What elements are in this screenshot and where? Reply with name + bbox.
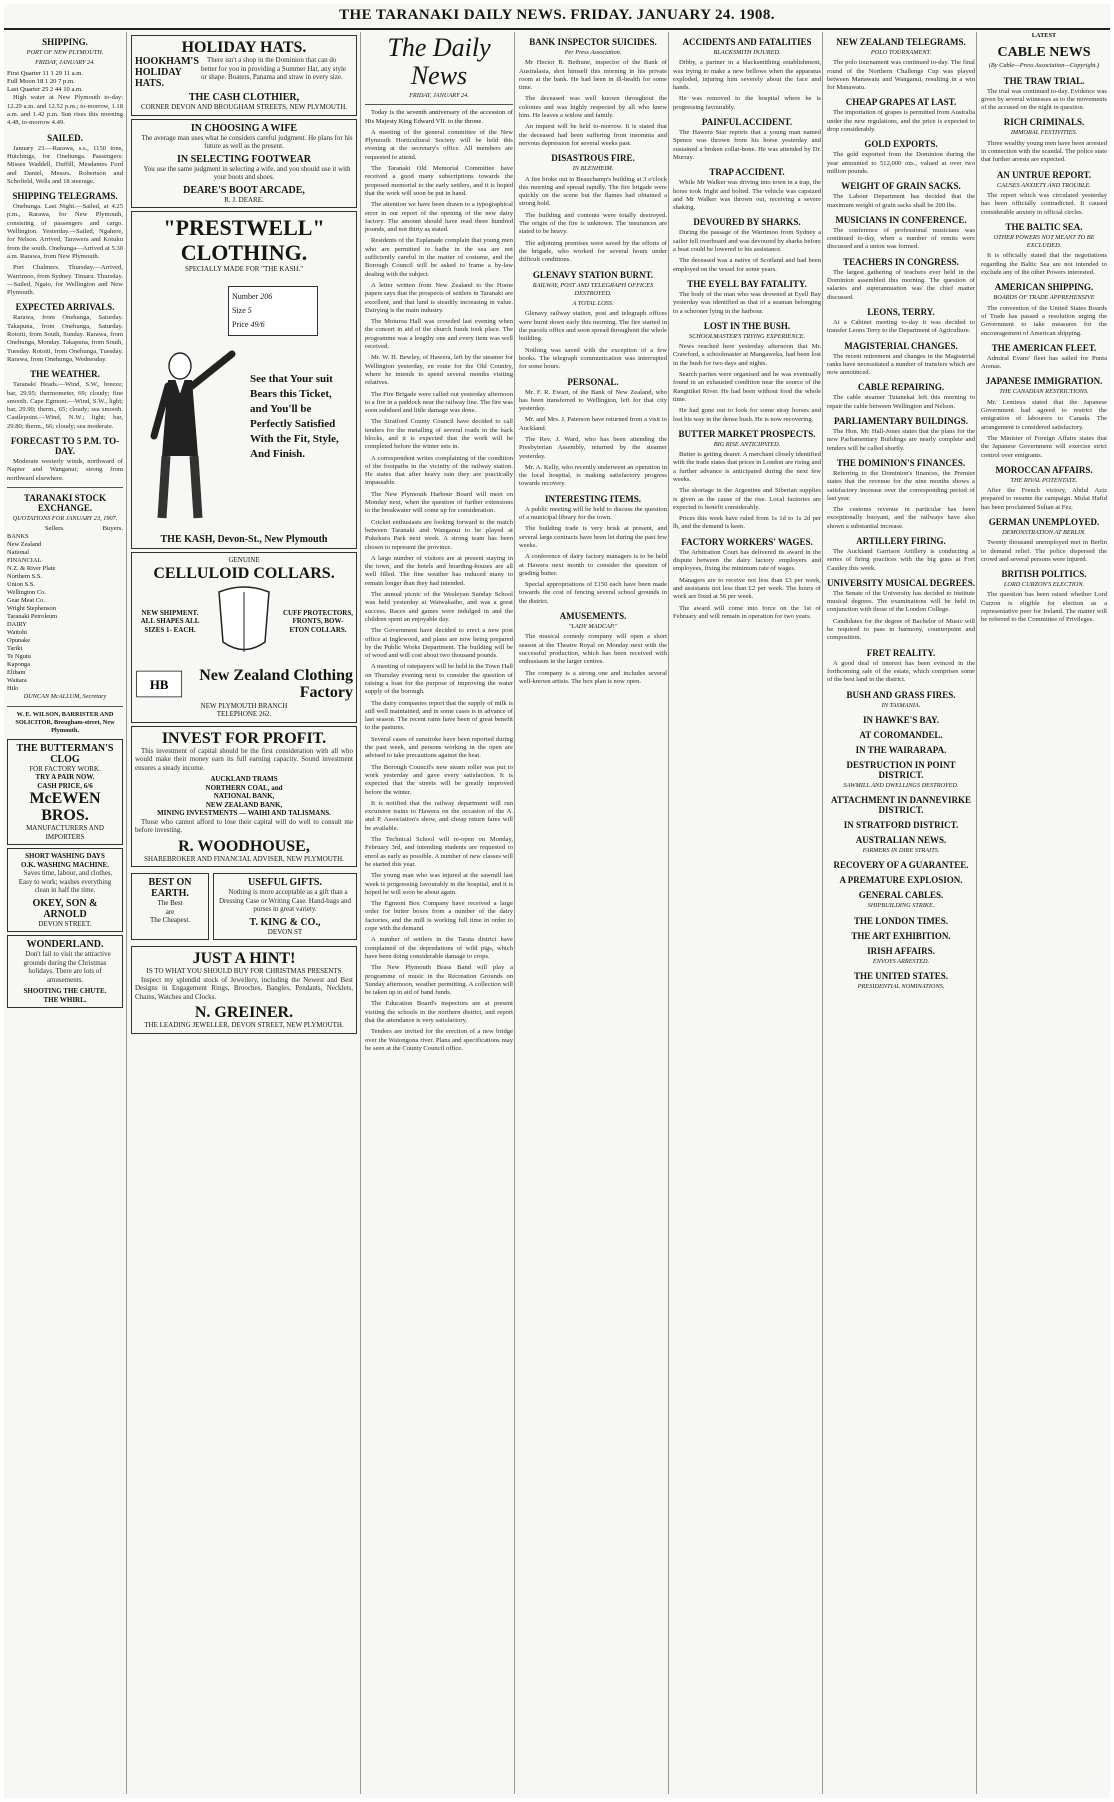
- h-interesting: INTERESTING ITEMS.: [544, 493, 642, 504]
- h-british-politics: BRITISH POLITICS.: [1001, 569, 1087, 580]
- stock-row: FINANCIAL: [7, 557, 42, 565]
- cash-clothier: THE CASH CLOTHIER,: [188, 92, 300, 103]
- hint-title: JUST A HINT!: [192, 950, 296, 967]
- moon-row: Full Moon 18 1 20 7 p.m.: [7, 77, 75, 85]
- useful-title: USEFUL GIFTS.: [248, 877, 322, 888]
- h-glenavy: GLENAVY STATION BURNT.: [532, 269, 654, 280]
- h-factory-wages: FACTORY WORKERS' WAGES.: [681, 536, 813, 547]
- h-traw-trial: THE TRAW TRIAL.: [1003, 75, 1085, 86]
- invest-ad: INVEST FOR PROFIT. This investment of capital should be the first consideration with all who would make their money earn its full earning capacity. Sound investment ensures a steady income. AUCKLAND TRAMS NORTHERN COAL, and NATIONAL BANK, NEW ZEALAND BANK, MINING INVESTMENTS — WAIHI AND TALISMANS. Those who cannot afford to lose their capital will do well to consult me before investing. R. WOODHOUSE, SHAREBROKER AND FINANCIAL ADVISER, NEW PLYMOUTH.: [131, 726, 357, 868]
- ticket-value: 49/6: [250, 320, 265, 329]
- sub-berlin: DEMONSTRATION AT BERLIN.: [1002, 528, 1086, 536]
- wife-heading: IN CHOOSING A WIFE: [190, 122, 298, 134]
- price-ticket: [228, 286, 318, 336]
- h-artillery: ARTILLERY FIRING.: [856, 535, 946, 546]
- sub-blacksmith: BLACKSMITH INJURED.: [713, 49, 781, 56]
- column-advertisements: [126, 32, 361, 1794]
- hint-ad: JUST A HINT! IS TO WHAT YOU SHOULD BUY FOR CHRISTMAS PRESENTS Inspect my splendid stock of Jewellery, including the Newest and Best Designs in Engagement Rings, Brooches, Bangles, Pendants, Necklets, Chains, Watches and Clocks. N. GREINER. THE LEADING JEWELLER, DEVON STREET, NEW PLYMOUTH.: [131, 946, 357, 1034]
- moon-row: First Quarter 11 1 29 11 a.m.: [7, 69, 84, 77]
- clog-title: THE BUTTERMAN'S CLOG: [16, 742, 114, 765]
- cable-h7: IN STRATFORD DISTRICT.: [843, 820, 959, 831]
- clog-line: FOR FACTORY WORK.: [29, 764, 101, 773]
- cable-h14-sub: ENVOYS ARRESTED.: [872, 957, 930, 965]
- best-line: BEST ON: [148, 877, 192, 888]
- cable-h5-sub: SAWMILL AND DWELLINGS DESTROYED.: [843, 781, 959, 789]
- woodhouse-sub: SHAREBROKER AND FINANCIAL ADVISER, NEW PLYMOUTH.: [144, 854, 344, 863]
- okey-firm: OKEY, SON & ARNOLD: [32, 897, 98, 920]
- h-untrue-report: AN UNTRUE REPORT.: [996, 169, 1092, 180]
- stock-row: Union S.S.: [7, 581, 35, 589]
- stock-col-sellers: Sellers.: [45, 525, 65, 533]
- sub-schoolmaster: SCHOOLMASTER'S TRYING EXPERIENCE.: [688, 332, 806, 340]
- editorial-lead: Today is the seventh anniversary of the accession of His Majesty King Edward VII. to the throne.: [365, 109, 513, 125]
- sub-big-rise: BIG RISE ANTICIPATED.: [713, 440, 781, 448]
- date-line: FRIDAY, JANUARY 24.: [35, 59, 95, 67]
- h-rich-criminals: RICH CRIMINALS.: [1003, 117, 1085, 128]
- h-musicians: MUSICIANS IN CONFERENCE.: [835, 214, 967, 225]
- editorial-body: A meeting of the general committee of the New Plymouth Horticultural Society will be held this evening at the secretary's office. All members are requested to attend. The Taranaki Old Memorial Committee have received a good many subscriptions towards the proposed memorial to the early settlers, and it is hoped that the work will soon be put in hand. The attention we have been drawn to a typographical error in our report of the opening of the new dairy factory. The amount should have read three hundred pounds, and not thirty as stated. Residents of the Esplanade complain that young men who are permitted to bathe in the sea are not sufficiently careful in the matter of costume, and the Borough Council will be asked to frame a by-law dealing with the subject. A letter written from New Zealand to the Home papers says that the prospects of settlers in Taranaki are excellent, and that land is steadily increasing in value. Dairying is the main industry. The Moturoa Hall was crowded last evening when the concert in aid of the church funds took place. The programme was a lengthy one and every item was well received. Mr. W. H. Bewley, of Hawera, left by the steamer for Wellington yesterday, en route for the Old Country, where he intends to spend several months visiting relatives. The Fire Brigade were called out yesterday afternoon to a fire in a paddock near the railway line. The fire was soon subdued and little damage was done. The Stratford County Council have decided to call tenders for the metalling of several roads in the back blocks, and it is expected that the work will be completed before the winter sets in. A correspondent writes complaining of the condition of the footpaths in the vicinity of the railway station. He states that after heavy rain they are practically impassable. The New Plymouth Harbour Board will meet on Monday next, when the question of further extensions to the breakwater will come up for consideration. Cricket enthusiasts are looking forward to the match between Taranaki and Wanganui to be played at Pukekura Park next week. A strong team has been chosen to represent the province. A large number of visitors are at present staying in the town, and the hotels and boarding-houses are all well filled. The fine weather has induced many to remain longer than they had intended. The annual picnic of the Wesleyan Sunday School was held yesterday at Waiwakaiho, and was a great success. Races and games were indulged in and the children spent an enjoyable day. The Government have decided to erect a new post office at Inglewood, and plans are now being prepared by the Public Works Department. The building will be of wood and will cost about two thousand pounds. A meeting of ratepayers will be held in the Town Hall on Thursday evening next to consider the question of raising a loan for the purpose of improving the water supply of the borough. The dairy companies report that the supply of milk is still well maintained, and in some cases is in advance of last season. The recent rains have been of great benefit to the pastures. Several cases of sunstroke have been reported during the past week, and persons working in the open are advised to take precautions against the heat. The Borough Council's new steam roller was put to work yesterday and gave every satisfaction. It is expected that the streets will be greatly improved before the winter. It is notified that the railway department will run excursion trains to Hawera on the occasion of the A. and P. Association's show, and cheap return fares will be available. The Technical School will re-open on Monday, February 3rd, and intending students are requested to enrol as early as possible. A number of new classes will be started this year. The young man who was injured at the sawmill last week is progressing favourably in the hospital, and it is hoped he will soon be about again. The Egmont Box Company have received a large order for butter boxes from a number of the dairy factories, and the mill is working full time in order to cope with the demand. A number of settlers in the Tarata district have complained of the depredations of wild pigs, which have been doing considerable damage to crops. The New Plymouth Brass Band will play a programme of music in the Recreation Grounds on Sunday afternoon, weather permitting. A collection will be taken up in aid of band funds. The Education Board's inspectors are at present visiting the schools in the northern district, and report that the attendance is very satisfactory. Tenders are invited for the erection of a new bridge over the Waiongona river. Plans and specifications may be seen at the County Council office.: [365, 128, 513, 1052]
- column-editorial: [360, 32, 517, 1794]
- h-grain-sacks: WEIGHT OF GRAIN SACKS.: [841, 181, 961, 192]
- whirl-label: THE WHIRL.: [43, 995, 87, 1004]
- washing-ad: SHORT WASHING DAYS O.K. WASHING MACHINE. Saves time, labour, and clothes. Easy to work; washes everything clean in half the time. OKEY, SON & ARNOLD DEVON STREET.: [7, 848, 123, 932]
- sub-total-loss: A TOTAL LOSS.: [572, 300, 614, 308]
- moon-row: Last Quarter 25 2 44 10 a.m.: [7, 86, 83, 94]
- kash-address: THE KASH, Devon-St., New Plymouth: [160, 534, 328, 545]
- celluloid-ad: [131, 552, 357, 723]
- invest-row: NEW ZEALAND BANK,: [205, 800, 283, 809]
- stock-row: Waitara: [7, 677, 27, 685]
- invest-row: NORTHERN COAL, and: [205, 783, 283, 792]
- latest-label: LATEST: [1031, 32, 1057, 39]
- celluloid-title: CELLULOID COLLARS.: [153, 564, 335, 582]
- sub-blenheim: IN BLENHEIM.: [572, 165, 614, 173]
- invest-row: MINING INVESTMENTS — WAIHI AND TALISMANS.: [157, 809, 331, 817]
- mcewen-sub: MANUFACTURERS AND IMPORTERS: [26, 824, 104, 841]
- newspaper-page: [4, 4, 1110, 1798]
- stock-row: Kaponga: [7, 661, 31, 669]
- ticket-field: Price: [232, 320, 249, 329]
- column-news-four: BANK INSPECTOR SUICIDES. Per Press Association. Mr Hector B. Bethune, inspector of the Bank of Australasia, shot himself this morning in his private room at the bank. He had been in ill-health for some time. The deceased was well known throughout the colonies and was highly respected by all who knew him. He leaves a widow and family. An inquest will be held to-morrow. It is stated that the deceased had been suffering from insomnia and nervous depression for several weeks past. DISASTROUS FIRE. IN BLENHEIM. A fire broke out in Beauchamp's building at 3 o'clock this morning and spread rapidly. The fire brigade were quickly on the scene but the flames had obtained a strong hold. The building and contents were totally destroyed. The origin of the fire is unknown. The insurances are stated to be heavy. The adjoining premises were saved by the efforts of the brigade, who worked for several hours under difficult conditions. GLENAVY STATION BURNT. RAILWAY, POST AND TELEGRAPH OFFICES DESTROYED. A TOTAL LOSS. Glenavy railway station, post and telegraph offices were burnt down early this morning. The fire started in the parcels office and soon spread throughout the whole building. Nothing was saved with the exception of a few books. The telegraph communication was interrupted for some hours. PERSONAL. Mr. F. R. Ewart, of the Bank of New Zealand, who has been transferred to Wellington, left for that city yesterday. Mr. and Mrs. J. Paterson have returned from a visit to Auckland. The Rev. J. Ward, who has been attending the Presbyterian Assembly, returned by the steamer yesterday. Mr. A. Kelly, who recently underwent an operation in the local hospital, is making satisfactory progress towards recovery. INTERESTING ITEMS. A public meeting will be held to discuss the question of a municipal library for the town. The building trade is very brisk at present, and several large contracts have been let during the past few weeks. A conference of dairy factory managers is to be held at Hawera next month to consider the question of grading butter. Special appropriations of £150 each have been made towards the cost of fencing several school grounds in the district. AMUSEMENTS. "LADY MADCAP." The musical comedy company will open a short season at the Theatre Royal on Monday next with the successful production, which has been received with enthusiasm in the larger centres. The company is a strong one and includes several well-known artists. The box plan is now open.: [514, 32, 671, 1794]
- deare-ad: IN CHOOSING A WIFE The average man uses what he considers careful judgment. He plans for his future as well as the present. IN SELECTING FOOTWEAR You use the same judgment in selecting a wife, and you should use it with your boots and shoes. DEARE'S BOOT ARCADE, R. J. DEARE.: [131, 119, 357, 209]
- holiday-title: HOLIDAY HATS.: [181, 39, 307, 56]
- best-ad: [131, 873, 209, 940]
- stock-row: BANKS: [7, 533, 29, 541]
- h-accidents: ACCIDENTS AND FATALITIES: [682, 37, 812, 47]
- h-american-shipping: AMERICAN SHIPPING.: [994, 282, 1094, 293]
- h-teachers: TEACHERS IN CONGRESS.: [843, 256, 959, 267]
- h-eyell-bay: THE EYELL BAY FATALITY.: [687, 278, 807, 289]
- clothing-title: CLOTHING.: [180, 240, 308, 265]
- sub-canadian: THE CANADIAN RESTRICTIONS.: [999, 388, 1089, 396]
- forecast-heading: FORECAST TO 5 P.M. TO-DAY.: [10, 435, 120, 456]
- hint-sub: IS TO WHAT YOU SHOULD BUY FOR CHRISTMAS PRESENTS: [146, 967, 342, 975]
- clog-ad: [7, 739, 123, 846]
- shipping-heading: SHIPPING.: [42, 37, 88, 47]
- collar-illustration: [209, 582, 279, 662]
- ticket-field: Number: [232, 292, 259, 301]
- stock-row: Opunake: [7, 637, 31, 645]
- stock-signature: DUNCAN McALLUM, Secretary: [23, 693, 107, 701]
- gentleman-figure-illustration: [140, 346, 240, 526]
- h-baltic: THE BALTIC SEA.: [1005, 221, 1083, 232]
- cable-h1-sub: IN TASMANIA.: [881, 701, 921, 709]
- nz-factory-title: New Zealand Clothing Factory: [199, 666, 353, 701]
- celluloid-heading: GENUINE: [228, 556, 260, 564]
- h-butter: BUTTER MARKET PROSPECTS.: [678, 428, 816, 439]
- cable-h6: ATTACHMENT IN DANNEVIRKE DISTRICT.: [830, 795, 971, 816]
- sub-rival: THE RIVAL POTENTATE.: [1010, 476, 1078, 484]
- cable-h3: AT COROMANDEL.: [859, 729, 943, 740]
- arrivals-heading: EXPECTED ARRIVALS.: [15, 302, 115, 313]
- best-line: EARTH.: [151, 888, 189, 899]
- h-disastrous-fire: DISASTROUS FIRE.: [551, 153, 635, 164]
- sub-railway: RAILWAY, POST AND TELEGRAPH OFFICES DESTROYED.: [532, 281, 654, 297]
- h-finances: THE DOMINION'S FINANCES.: [836, 457, 966, 468]
- sub-anxiety: CAUSES ANXIETY AND TROUBLE.: [997, 181, 1091, 189]
- h-fret-reality: FRET REALITY.: [866, 647, 936, 658]
- cable-h15-sub: PRESIDENTIAL NOMINATIONS.: [857, 983, 945, 991]
- ticket-value: 206: [260, 292, 273, 301]
- tking-street: DEVON ST: [267, 927, 303, 936]
- suit-ticket-text: See that Your suit Bears this Ticket, and You'll be Perfectly Satisfied With the Fit, Style, And Finish.: [250, 373, 339, 460]
- wonderland-sub: SHOOTING THE CHUTE.: [23, 987, 107, 996]
- tking-name: T. KING & CO.,: [249, 916, 321, 928]
- invest-title: INVEST FOR PROFIT.: [161, 729, 327, 747]
- wonderland-ad: WONDERLAND. Don't fail to visit the attractive grounds during the Christmas holidays. There are lots of amusements. SHOOTING THE CHUTE. THE WHIRL.: [7, 935, 123, 1008]
- editorial-dateline: FRIDAY, JANUARY 24.: [409, 92, 469, 99]
- mcewen-title: McEWEN BROS.: [29, 790, 101, 825]
- h-cable-news: CABLE NEWS: [997, 45, 1091, 61]
- cable-h12: THE LONDON TIMES.: [853, 915, 949, 926]
- h-cheap-grapes: CHEAP GRAPES AT LAST.: [845, 97, 957, 108]
- h-american-fleet: THE AMERICAN FLEET.: [991, 342, 1097, 353]
- best-line: are: [165, 907, 175, 916]
- cable-h13: THE ART EXHIBITION.: [851, 930, 951, 941]
- h-cable-repairing: CABLE REPAIRING.: [857, 382, 945, 393]
- stock-row: Tariki: [7, 645, 23, 653]
- h-amusements: AMUSEMENTS.: [559, 611, 627, 622]
- wonderland-heading: WONDERLAND.: [26, 939, 104, 951]
- h-magisterial: MAGISTERIAL CHANGES.: [844, 340, 958, 351]
- h-leons-terry: LEONS, TERRY.: [867, 306, 935, 317]
- h-painful: PAINFUL ACCIDENT.: [701, 117, 793, 128]
- invest-row: AUCKLAND TRAMS: [210, 775, 278, 783]
- h-personal: PERSONAL.: [567, 376, 619, 387]
- prestwell-title: "PRESTWELL": [163, 215, 325, 240]
- cable-h11-sub: SHIPBUILDING STRIKE.: [867, 902, 935, 910]
- washing-heading: SHORT WASHING DAYS: [25, 852, 105, 861]
- sub-other-powers: OTHER POWERS NOT MEANT TO BE EXCLUDED.: [993, 233, 1095, 250]
- h-german: GERMAN UNEMPLOYED.: [988, 516, 1100, 527]
- woodhouse-name: R. WOODHOUSE,: [178, 837, 310, 855]
- best-line: The Cheapest.: [149, 916, 191, 924]
- stock-row: Wellington Co.: [7, 589, 46, 597]
- cable-h9: RECOVERY OF A GUARANTEE.: [833, 860, 969, 871]
- sub-polo: POLO TOURNAMENT.: [870, 49, 932, 56]
- cable-h1: BUSH AND GRASS FIRES.: [846, 689, 956, 700]
- cable-h8-sub: FARMERS IN DIRE STRAITS.: [862, 847, 940, 855]
- okey-address: DEVON STREET.: [38, 919, 92, 928]
- cable-h15: THE UNITED STATES.: [854, 971, 948, 982]
- invest-row: NATIONAL BANK,: [213, 792, 275, 800]
- sub-lady-madcap: "LADY MADCAP.": [568, 623, 618, 631]
- masthead-logo: The Daily News: [387, 33, 491, 90]
- useful-gifts-ad: USEFUL GIFTS. Nothing is more acceptable as a gift than a Dressing Case or Writing Case. Hand-bags and purses in great variety. T. KING & CO., DEVON ST: [213, 873, 357, 940]
- column-cables: LATEST CABLE NEWS (By Cable—Press Association—Copyright.) THE TRAW TRIAL. The trial was continued to-day. Evidence was given by several witnesses as to the movements of the accused on the night in question. RICH CRIMINALS. IMMORAL FESTIVITIES. Three wealthy young men have been arrested in connection with the scandal. The police state that further arrests are expected. AN UNTRUE REPORT. CAUSES ANXIETY AND TROUBLE. The report which was circulated yesterday has been officially contradicted. It caused considerable anxiety in official circles. THE BALTIC SEA. OTHER POWERS NOT MEANT TO BE EXCLUDED. It is officially stated that the negotiations regarding the Baltic Sea are not intended to exclude any of the other Powers interested. AMERICAN SHIPPING. BOARDS OF TRADE APPREHENSIVE The convention of the United States Boards of Trade has passed a resolution urging the Government to take measures for the encouragement of American shipping. THE AMERICAN FLEET. Admiral Evans' fleet has sailed for Punta Arenas. JAPANESE IMMIGRATION. THE CANADIAN RESTRICTIONS. Mr. Lemieux stated that the Japanese Government had agreed to restrict the emigration of labourers to Canada. The arrangement is considered satisfactory. The Minister of Foreign Affairs states that the Japanese Government will exercise strict control over emigrants. MOROCCAN AFFAIRS. THE RIVAL POTENTATE. After the French victory, Abdul Aziz prepared to resume the campaign. Mulai Hafid has been proclaimed Sultan at Fez. GERMAN UNEMPLOYED. DEMONSTRATION AT BERLIN. Twenty thousand unemployed met in Berlin to demand relief. The police dispersed the crowd and several persons were injured. BRITISH POLITICS. LORD CURZON'S ELECTION. The question has been raised whether Lord Curzon is eligible for election as a representative peer for Ireland. The matter will be referred to the Committee of Privileges.: [976, 32, 1111, 1794]
- cable-h10: A PREMATURE EXPLOSION.: [839, 875, 963, 886]
- masthead-title: THE TARANAKI DAILY NEWS. FRIDAY. JANUARY 24. 1908.: [339, 7, 775, 23]
- h-bank-inspector: BANK INSPECTOR SUICIDES.: [529, 37, 657, 47]
- cash-clothier-address: CORNER DEVON AND BROUGHAM STREETS, NEW PLYMOUTH.: [140, 103, 348, 111]
- stock-row: Northern S.S.: [7, 573, 42, 581]
- clog-line: TRY A PAIR NOW.: [35, 773, 95, 782]
- masthead: [4, 4, 1110, 30]
- stock-row: DAIRY: [7, 621, 27, 629]
- h-musical-degrees: UNIVERSITY MUSICAL DEGREES.: [827, 577, 975, 588]
- h-gold-exports: GOLD EXPORTS.: [864, 139, 938, 150]
- stock-row: Waitohi: [7, 629, 28, 637]
- hookham-label: HOOKHAM'S HOLIDAY HATS.: [135, 56, 199, 89]
- nz-branch: NEW PLYMOUTH BRANCH: [200, 701, 288, 710]
- h-japanese: JAPANESE IMMIGRATION.: [985, 376, 1103, 387]
- holiday-hats-ad: HOLIDAY HATS. HOOKHAM'S HOLIDAY HATS. There isn't a shop in the Dominion that can do better for you in providing a Summer Hat, any style or shape. Boaters, Panama and straw in every size. THE CASH CLOTHIER, CORNER DEVON AND BROUGHAM STREETS, NEW PLYMOUTH.: [131, 35, 357, 116]
- h-nz-telegrams: NEW ZEALAND TELEGRAMS.: [836, 37, 966, 47]
- nz-phone: TELEPHONE 262.: [216, 710, 272, 718]
- cable-h5: DESTRUCTION IN POINT DISTRICT.: [846, 759, 956, 780]
- best-line: The Best: [157, 899, 183, 907]
- stock-row: New Zealand: [7, 541, 42, 549]
- cable-h2: IN HAWKE'S BAY.: [862, 714, 940, 725]
- ticket-value: 5: [247, 306, 252, 315]
- stock-row: Taranaki Petroleum: [7, 613, 58, 621]
- sub-immoral: IMMORAL FESTIVITIES.: [1010, 129, 1078, 137]
- prestwell-ad: [131, 211, 357, 549]
- deare-name: DEARE'S BOOT ARCADE,: [183, 184, 305, 196]
- greiner-sub: THE LEADING JEWELLER, DEVON STREET, NEW PLYMOUTH.: [144, 1021, 344, 1029]
- stock-subheading: QUOTATIONS FOR JANUARY 23, 1907.: [12, 514, 118, 522]
- greiner-name: N. GREINER.: [194, 1004, 294, 1021]
- h-sharks: DEVOURED BY SHARKS.: [693, 217, 801, 228]
- port-line: PORT OF NEW PLYMOUTH.: [26, 49, 104, 56]
- stock-row: N.Z. & River Plate: [7, 565, 56, 573]
- stock-row: National: [7, 549, 30, 557]
- sub-cable-source: (By Cable—Press Association—Copyright.): [988, 62, 1100, 70]
- lawyer-card: W. E. WILSON, BARRISTER AND SOLICITOR, Brougham-street, New Plymouth.: [15, 710, 115, 735]
- footwear-heading: IN SELECTING FOOTWEAR: [177, 153, 311, 165]
- cable-h4: IN THE WAIRARAPA.: [855, 744, 947, 755]
- stock-row: Eltham: [7, 669, 26, 677]
- cable-h14: IRISH AFFAIRS.: [867, 945, 935, 956]
- weather-heading: THE WEATHER.: [30, 369, 100, 380]
- stock-heading: TARANAKI STOCK EXCHANGE.: [24, 492, 106, 513]
- nz-clothing-logo-icon: [135, 666, 183, 702]
- telegrams-heading: SHIPPING TELEGRAMS.: [12, 191, 118, 202]
- stock-row: Hilo: [7, 685, 19, 693]
- stock-row: Te Ngutu: [7, 653, 31, 661]
- h-lost-bush: LOST IN THE BUSH.: [703, 320, 791, 331]
- column-nz-telegrams: NEW ZEALAND TELEGRAMS. POLO TOURNAMENT. The polo tournament was continued to-day. The final round of the Northern Challenge Cup was played between Manawatu and Wanganui, resulting in a win for Manawatu. CHEAP GRAPES AT LAST. The importation of grapes is permitted from Australia under the new regulations, and the price is expected to drop considerably. GOLD EXPORTS. The gold exported from the Dominion during the year amounted to 512,000 ozs., valued at over two million pounds. WEIGHT OF GRAIN SACKS. The Labour Department has decided that the maximum weight of grain sacks shall be 200 lbs. MUSICIANS IN CONFERENCE. The conference of professional musicians was continued to-day, when a number of remits were discussed and a union was formed. TEACHERS IN CONGRESS. The largest gathering of teachers ever held in the Dominion assembled this morning. The question of salaries and superannuation was the chief matter discussed. LEONS, TERRY. At a Cabinet meeting to-day it was decided to transfer Leons Terry to the Department of Agriculture. MAGISTERIAL CHANGES. The recent retirement and changes in the Magisterial ranks have necessitated a number of transfers which are now announced. CABLE REPAIRING. The cable steamer Tutanekai left this morning to repair the cable between Wellington and Nelson. PARLIAMENTARY BUILDINGS. The Hon. Mr. Hall-Jones states that the plans for the new Parliamentary Buildings are nearly complete and tenders will be called shortly. THE DOMINION'S FINANCES. Referring to the Dominion's finances, the Premier states that the revenue for the nine months shows a satisfactory increase over the corresponding period of last year. The customs revenue in particular has been exceptionally buoyant, and the railways have also shown a substantial increase. ARTILLERY FIRING. The Auckland Garrison Artillery is conducting a series of firing practices with the big guns at Fort Cautley this week. UNIVERSITY MUSICAL DEGREES. The Senate of the University has decided to institute musical degrees. The examinations will be held in conjunction with those of the London College. Candidates for the degree of Bachelor of Music will be required to pass in harmony, counterpoint and composition. FRET REALITY. A good deal of interest has been evinced in the forthcoming sale of the estate, which comprises some of the best land in the district. BUSH AND GRASS FIRES. IN TASMANIA. IN HAWKE'S BAY. AT COROMANDEL. IN THE WAIRARAPA. DESTRUCTION IN POINT DISTRICT. SAWMILL AND DWELLINGS DESTROYED. ATTACHMENT IN DANNEVIRKE DISTRICT. IN STRATFORD DISTRICT. AUSTRALIAN NEWS. FARMERS IN DIRE STRAITS. RECOVERY OF A GUARANTEE. A PREMATURE EXPLOSION. GENERAL CABLES. SHIPBUILDING STRIKE. THE LONDON TIMES. THE ART EXHIBITION. IRISH AFFAIRS. ENVOYS ARRESTED. THE UNITED STATES. PRESIDENTIAL NOMINATIONS.: [822, 32, 979, 1794]
- collars-right: CUFF PROTECTORS, FRONTS, BOW-ETON COLLARS.: [283, 608, 354, 634]
- h-moroccan: MOROCCAN AFFAIRS.: [995, 464, 1093, 475]
- deare-prop: R. J. DEARE.: [224, 195, 264, 204]
- collars-left: NEW SHIPMENT. ALL SHAPES ALL SIZES 1- EACH.: [140, 608, 200, 634]
- stock-row: Gear Meat Co.: [7, 597, 45, 605]
- svg-text:HB: HB: [149, 677, 169, 692]
- sub-curzon: LORD CURZON'S ELECTION.: [1003, 581, 1085, 589]
- prestwell-sub: SPECIALLY MADE FOR "THE KASH.": [184, 265, 304, 273]
- sub-boards-trade: BOARDS OF TRADE APPREHENSIVE: [993, 294, 1095, 302]
- sub-press: Per Press Association.: [564, 49, 622, 56]
- cable-h8: AUSTRALIAN NEWS.: [855, 835, 947, 846]
- cable-h11: GENERAL CABLES.: [858, 890, 944, 901]
- stock-row: Wright Stephenson: [7, 605, 56, 613]
- clog-line: CASH PRICE, 6/6: [37, 781, 93, 790]
- h-trap: TRAP ACCIDENT.: [709, 167, 785, 178]
- sailed-heading: SAILED.: [47, 132, 83, 143]
- column-news-five: ACCIDENTS AND FATALITIES BLACKSMITH INJURED. Dibby, a partner in a blacksmithing establishment, was trying to make a new bellows when the apparatus exploded, injuring him severely about the face and hands. He was removed to the hospital where he is progressing favourably. PAINFUL ACCIDENT. The Hawera Star reports that a young man named Spence was thrown from his horse yesterday and sustained a broken collar-bone. He was attended by Dr. Murray. TRAP ACCIDENT. While Mr Walker was driving into town in a trap, the horse took fright and bolted. The vehicle was capsized and Mr Walker was thrown out, receiving a severe shaking. DEVOURED BY SHARKS. During the passage of the Warrimoo from Sydney a sailor fell overboard and was devoured by sharks before a boat could be lowered to his assistance. The deceased was a native of Scotland and had been employed on the vessel for some years. THE EYELL BAY FATALITY. The body of the man who was drowned at Eyell Bay yesterday was identified as that of a seaman belonging to a schooner lying in the harbour. LOST IN THE BUSH. SCHOOLMASTER'S TRYING EXPERIENCE. News reached here yesterday afternoon that Mr. Crawford, a schoolmaster at Mangaweka, had been lost in the bush for two days and nights. Search parties were organised and he was eventually found in an exhausted condition near the source of the Rangitikei River. He had been without food the whole time. He had gone out to look for some stray horses and lost his way in the dense bush. He is now recovering. BUTTER MARKET PROSPECTS. BIG RISE ANTICIPATED. Butter is getting dearer. A merchant closely identified with the trade states that prices in London are rising and a further advance is anticipated during the next few weeks. The shortage in the Argentine and Siberian supplies is given as the cause of the rise. Local factories are expected to benefit considerably. Prices this week have ruled from 1s 1d to 1s 2d per lb, and the demand is keen. FACTORY WORKERS' WAGES. The Arbitration Court has delivered its award in the dispute between the dairy factory employers and employees, fixing the minimum rate of wages. Managers are to receive not less than £3 per week, and assistants not less than £2 per week. The hours of work are fixed at 56 per week. The award will come into force on the 1st of February and will remain in operation for two years.: [668, 32, 825, 1794]
- h-parliamentary: PARLIAMENTARY BUILDINGS.: [833, 416, 969, 427]
- stock-col-buyers: Buyers.: [102, 525, 123, 533]
- washing-sub: O.K. WASHING MACHINE.: [21, 860, 109, 869]
- column-shipping: SHIPPING. PORT OF NEW PLYMOUTH. FRIDAY, JANUARY 24. First Quarter 11 1 29 11 a.m. Full Moon 18 1 20 7 p.m. Last Quarter 25 2 44 10 a.m. High water at New Plymouth to-day: 12.29 a.m. and 12.52 p.m.; to-morrow, 1.18 a.m. and 1.42 p.m. Sun rises this morning 4.48, to-morrow 4.49. SAILED. January 23.—Rarawa, s.s., 1150 tons, Hutchings, for Onehunga. Passengers: Misses Waddell, Duffill, Mesdames Ford and Daniel, Messrs. Robertson and Schofield, Wells and 18 steerage. SHIPPING TELEGRAMS. Onehunga. Last Night.—Sailed, at 4.25 p.m., Rarawa, for New Plymouth, consisting of passengers and cargo. Wellington. Yesterday.—Sailed, Ngahere, for Nelson. Arrived, Tarawera and Kotuku from the south. Onehunga—Arrived at 5.30 a.m. Rarawa, from New Plymouth. Port Chalmers. Thursday.—Arrived, Warrimoo, from Sydney. Timaru. Thursday.—Sailed, Ngaio, for Wellington and New Plymouth. EXPECTED ARRIVALS. Rarawa, from Onehunga, Saturday. Takapuna, from Onehunga, Saturday. Rotoiti, from South, Sunday. Rarawa, from Onehunga, Monday. Takapuna, from South, Tuesday. Rotoiti, from Onehunga, Tuesday. Rarawa, from Onehunga, Wednesday. THE WEATHER. Taranaki Heads.—Wind, S.W., breeze; bar, 29.95; thermometer, 69; cloudy; fine smooth. Cape Egmont.—Wind, S.W., light; bar, 29.90; therm., 65; cloudy; sea smooth. Castlepoint.—Wind, N.W.; light; bar, 29.80; therm., 66; cloudy; sea moderate. FORECAST TO 5 P.M. TO-DAY. Moderate westerly winds, northward of Napier and Wanganui; strong from northward elsewhere. TARANAKI STOCK EXCHANGE. QUOTATIONS FOR JANUARY 23, 1907. Sellers. Buyers. BANKS New Zealand National FINANCIAL N.Z. & River Plate Northern S.S. Union S.S. Wellington Co. Gear Meat Co. Wright Stephenson Taranaki Petroleum DAIRY Waitohi Opunake Tariki Te Ngutu Kaponga Eltham Waitara Hilo DUNCAN McALLUM, Secretary W. E. WILSON, BARRISTER AND SOLICITOR, Brougham-street, New Plymouth. THE BUTTERMAN'S CLOG FOR FACTORY WORK. TRY A PAIR NOW. CASH PRICE, 6/6 McEWEN BROS. MANUFACTURERS AND IMPORTERS SHORT WASHING DAYS O.K. WASHING MACHINE. Saves time, labour, and clothes. Easy to work; washes everything clean in half the time. OKEY, SON & ARNOLD DEVON STREET. WONDERLAND. Don't fail to visit the attractive grounds during the Christmas holidays. There are lots of amusements. SHOOTING THE CHUTE. THE WHIRL.: [4, 32, 126, 1794]
- ticket-field: Size: [232, 306, 246, 315]
